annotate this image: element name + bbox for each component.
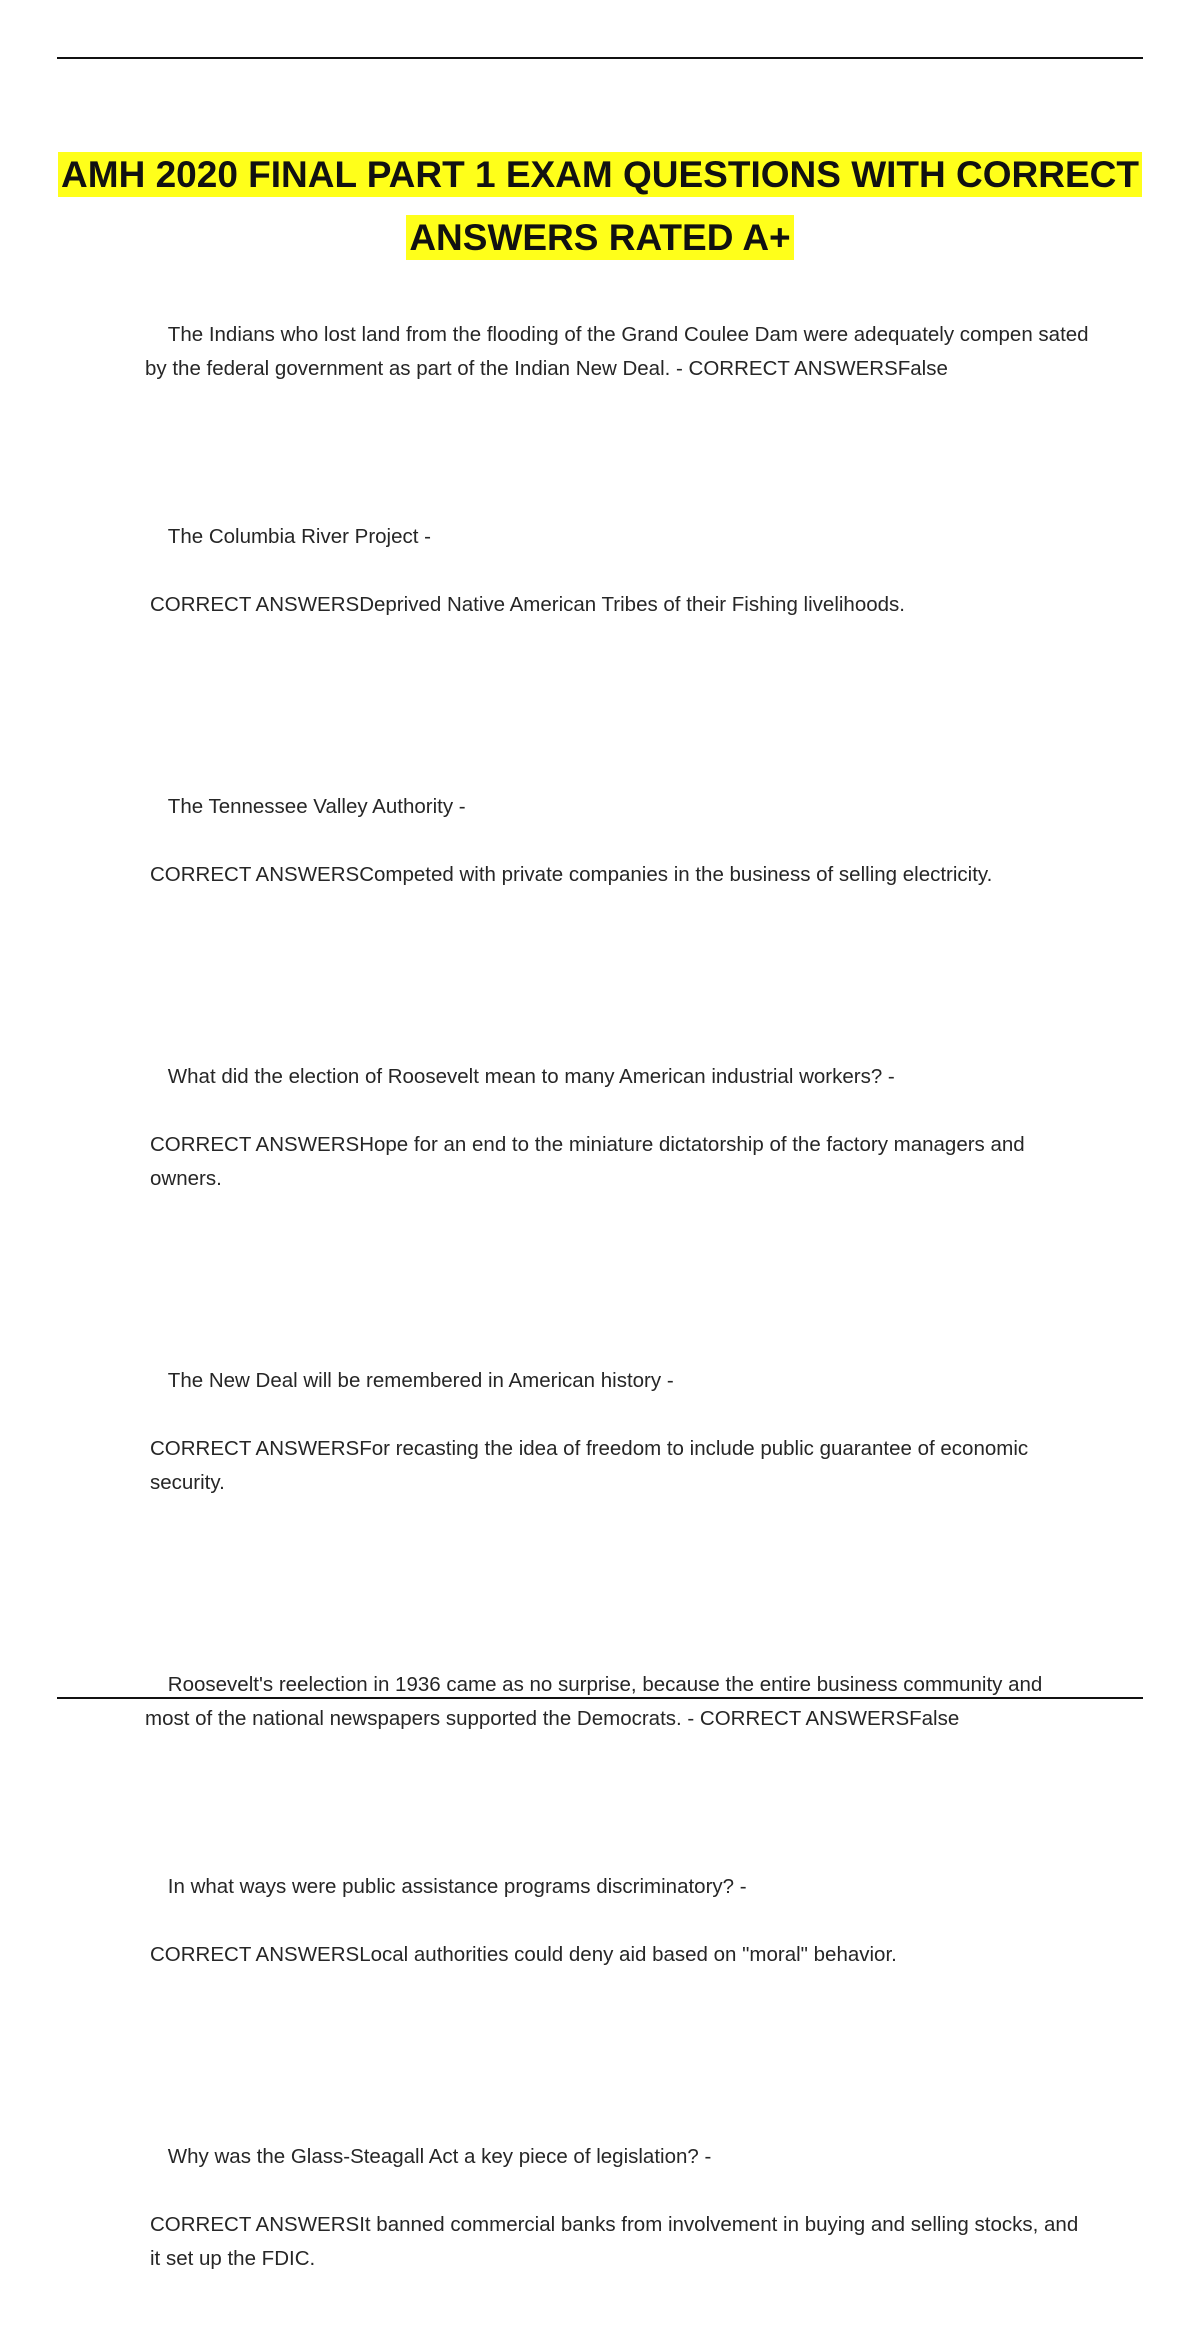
qa-item-8 [145, 2106, 1090, 2344]
question-text: Roosevelt's reelection in 1936 came as no surprise, because the entire business community and most of the national newspapers supported the Democrats. - CORRECT ANSWERSFalse [145, 1673, 1049, 1730]
question-text: Why was the Glass-Steagall Act a key piece of legislation? - [167, 2145, 712, 2168]
question-text: The Indians who lost land from the flooding of the Grand Coulee Dam were adequately compen sated by the federal government as part of the Indian New Deal. - CORRECT ANSWERSFalse [145, 323, 1095, 380]
bottom-rule [57, 1697, 1143, 1699]
top-rule [57, 57, 1143, 59]
qa-item-2 [145, 486, 1090, 690]
answer-text: CORRECT ANSWERSDeprived Native American Tribes of their Fishing livelihoods. [150, 593, 905, 616]
question-text: The Columbia River Project - [167, 525, 431, 548]
document-title [57, 143, 1143, 269]
qa-item-1 [145, 284, 1095, 420]
question-text: In what ways were public assistance programs discriminatory? - [167, 1875, 747, 1898]
answer-text: CORRECT ANSWERSFor recasting the idea of freedom to include public guarantee of economic security. [150, 1437, 1034, 1494]
answer-text: CORRECT ANSWERSLocal authorities could deny aid based on "moral" behavior. [150, 1943, 897, 1966]
question-text: The Tennessee Valley Authority - [167, 795, 466, 818]
question-text: What did the election of Roosevelt mean to many American industrial workers? - [167, 1065, 895, 1088]
qa-item-7 [145, 1836, 1090, 2040]
answer-text: CORRECT ANSWERSHope for an end to the miniature dictatorship of the factory managers and owners. [150, 1133, 1031, 1190]
answer-text: CORRECT ANSWERSCompeted with private companies in the business of selling electricity. [150, 863, 993, 886]
document-title-text: AMH 2020 FINAL PART 1 EXAM QUESTIONS WITH CORRECT ANSWERS RATED A+ [58, 152, 1142, 260]
qa-item-6 [145, 1634, 1090, 1770]
qa-list [145, 284, 1095, 2344]
qa-item-5 [145, 1330, 1090, 1568]
answer-text: CORRECT ANSWERSIt banned commercial banks from involvement in buying and selling stocks, and it set up the FDIC. [150, 2213, 1084, 2270]
qa-item-3 [145, 756, 1090, 960]
question-text: The New Deal will be remembered in American history - [167, 1369, 674, 1392]
qa-item-4 [145, 1026, 1090, 1264]
